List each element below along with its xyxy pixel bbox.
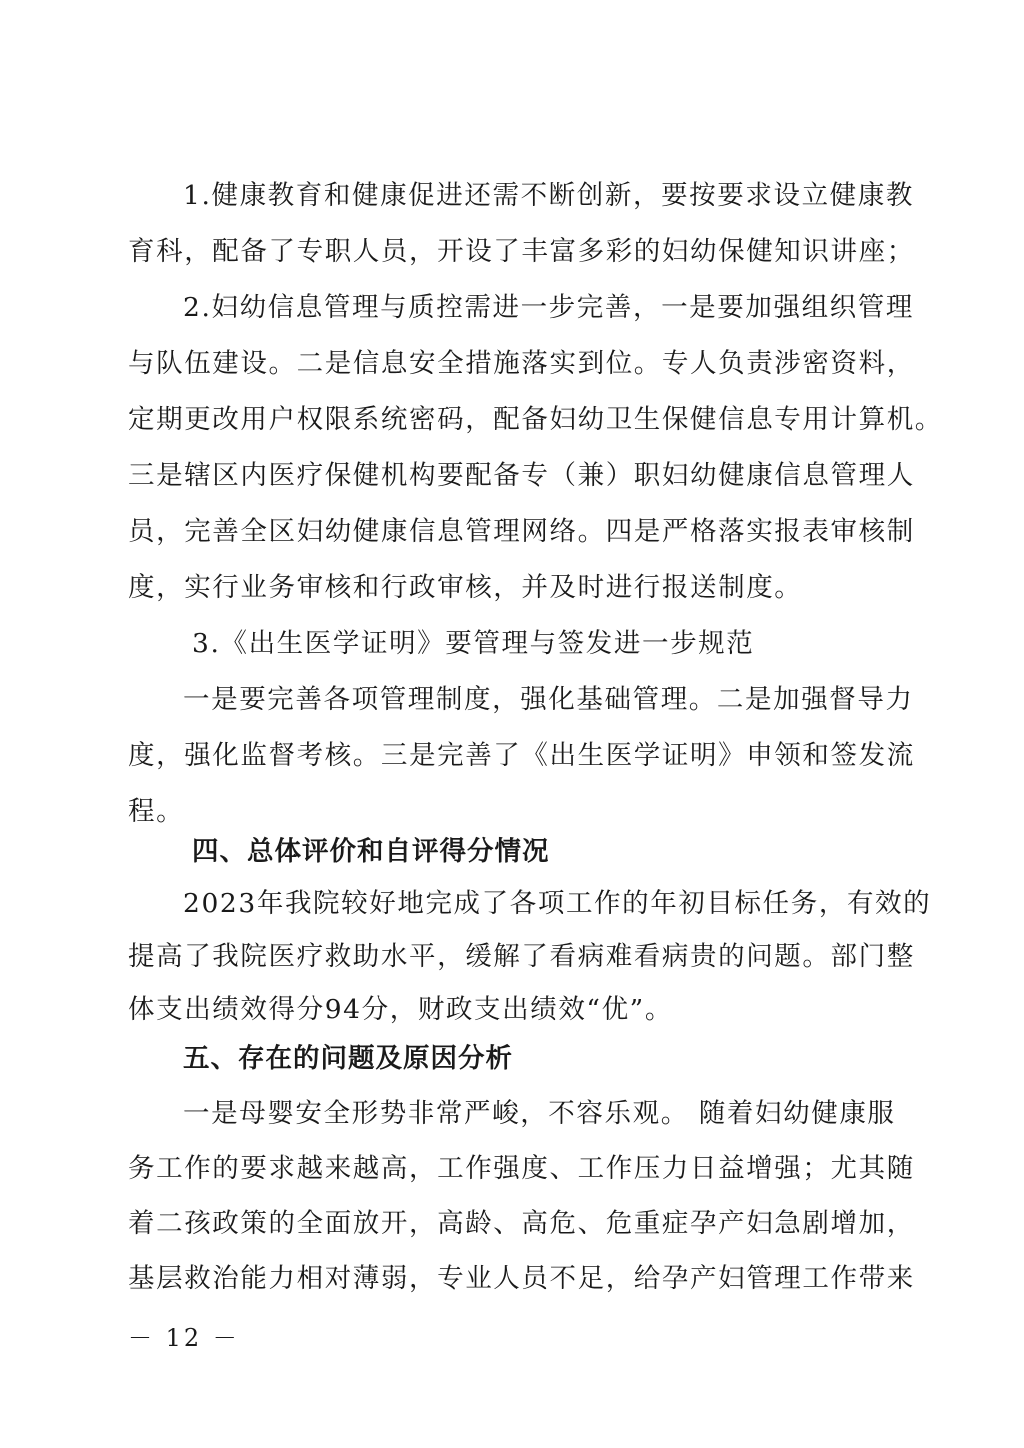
- paragraph-4-line-1: 2023年我院较好地完成了各项工作的年初目标任务，有效的: [183, 888, 932, 919]
- paragraph-4-line-3: 体支出绩效得分94分，财政支出绩效“优”。: [128, 994, 673, 1025]
- paragraph-1-line-2: 育科，配备了专职人员，开设了丰富多彩的妇幼保健知识讲座；: [128, 236, 915, 267]
- paragraph-5-line-3: 着二孩政策的全面放开，高龄、高危、危重症孕产妇急剧增加，: [128, 1208, 915, 1239]
- paragraph-5-line-4: 基层救治能力相对薄弱，专业人员不足，给孕产妇管理工作带来: [128, 1263, 915, 1294]
- paragraph-2-line-1: 2.妇幼信息管理与质控需进一步完善，一是要加强组织管理: [183, 292, 914, 323]
- paragraph-1-line-1: 1.健康教育和健康促进还需不断创新，要按要求设立健康教: [183, 180, 914, 211]
- page-number: － 12 －: [128, 1324, 240, 1352]
- paragraph-2-line-6: 度，实行业务审核和行政审核，并及时进行报送制度。: [128, 572, 803, 603]
- paragraph-2-line-5: 员，完善全区妇幼健康信息管理网络。四是严格落实报表审核制: [128, 516, 915, 547]
- paragraph-2-line-3: 定期更改用户权限系统密码，配备妇幼卫生保健信息专用计算机。: [128, 404, 943, 435]
- paragraph-3-line-3: 程。: [128, 796, 185, 827]
- paragraph-2-line-2: 与队伍建设。二是信息安全措施落实到位。专人负责涉密资料，: [128, 348, 915, 379]
- paragraph-5-line-2: 务工作的要求越来越高，工作强度、工作压力日益增强；尤其随: [128, 1153, 915, 1184]
- paragraph-3-line-2: 度，强化监督考核。三是完善了《出生医学证明》申领和签发流: [128, 740, 915, 771]
- section-heading-4: 四、总体评价和自评得分情况: [192, 836, 550, 867]
- section-heading-5: 五、存在的问题及原因分析: [183, 1043, 513, 1074]
- paragraph-5-line-1: 一是母婴安全形势非常严峻，不容乐观。 随着妇幼健康服: [183, 1098, 896, 1129]
- paragraph-4-line-2: 提高了我院医疗救助水平，缓解了看病难看病贵的问题。部门整: [128, 941, 915, 972]
- paragraph-2-line-4: 三是辖区内医疗保健机构要配备专（兼）职妇幼健康信息管理人: [128, 460, 915, 491]
- section-3-title: 3.《出生医学证明》要管理与签发进一步规范: [192, 628, 755, 659]
- paragraph-3-line-1: 一是要完善各项管理制度，强化基础管理。二是加强督导力: [183, 684, 914, 715]
